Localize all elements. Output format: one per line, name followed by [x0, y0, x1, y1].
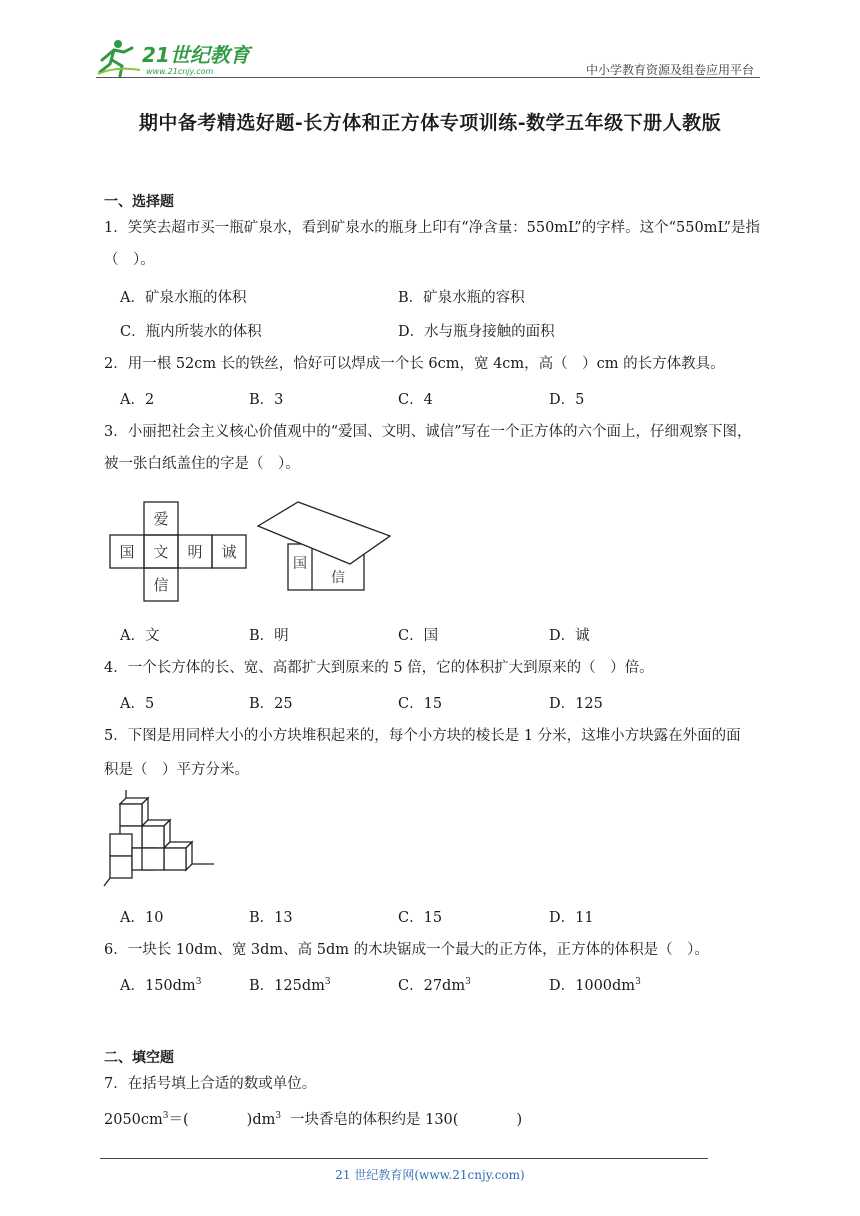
q3-option-a: A．文	[120, 628, 160, 644]
q6-option-c-sup: 3	[465, 977, 471, 987]
question-7: 7．在括号填上合适的数或单位。	[104, 1076, 317, 1092]
q1-option-a: A．矿泉水瓶的体积	[120, 290, 247, 306]
q5-option-b: B．13	[249, 910, 293, 926]
q7-part-a-value: 2050cm	[104, 1112, 163, 1128]
covered-cube	[258, 502, 390, 590]
q5-option-c: C．15	[398, 910, 443, 926]
q3-option-c: C．国	[398, 628, 439, 644]
question-1-line1: 1．笑笑去超市买一瓶矿泉水，看到矿泉水的瓶身上印有“净含量：550mL”的字样。这个“550mL”是指	[104, 220, 761, 236]
q1-option-d: D．水与瓶身接触的面积	[398, 324, 555, 340]
question-7-part-b: 一块香皂的体积约是 130( )	[290, 1112, 523, 1128]
q6-option-b	[249, 974, 331, 995]
question-5-line2: 积是（ ）平方分米。	[104, 762, 249, 778]
footer-divider	[100, 1158, 708, 1159]
footer-text: 21 世纪教育网(www.21cnjy.com)	[335, 1168, 525, 1182]
logo-text: 21世纪教育	[142, 43, 250, 67]
q3-option-d: D．诚	[549, 628, 590, 644]
q2-option-d: D．5	[549, 392, 585, 408]
q6-option-d-sup: 3	[635, 977, 641, 987]
q6-option-c-text: C．27dm	[398, 978, 466, 994]
q5-option-a: A．10	[120, 910, 164, 926]
section-heading-fill: 二、填空题	[104, 1050, 174, 1066]
net-face-top: 爱	[153, 510, 169, 528]
q6-option-a	[120, 974, 201, 995]
net-face-bottom: 信	[153, 576, 169, 594]
q4-option-b: B．25	[249, 696, 293, 712]
q6-option-a-sup: 3	[195, 977, 202, 987]
cube-face-right: 信	[331, 570, 345, 586]
q7-part-a-sup2: 3	[275, 1111, 282, 1121]
q3-option-b: B．明	[249, 628, 289, 644]
stacked-cubes-figure	[102, 790, 220, 890]
q5-option-d: D．11	[549, 910, 594, 926]
q6-option-b-sup: 3	[324, 977, 331, 987]
site-logo	[96, 38, 266, 80]
q6-option-d-text: D．1000dm	[549, 978, 636, 994]
question-4: 4．一个长方体的长、宽、高都扩大到原来的 5 倍，它的体积扩大到原来的（ ）倍。	[104, 660, 654, 676]
q7-part-a-unit: ＝( )dm	[168, 1112, 276, 1128]
logo-url: www.21cnjy.com	[146, 67, 214, 76]
q6-option-b-text: B．125dm	[249, 978, 325, 994]
header-divider	[96, 77, 760, 78]
question-5-line1: 5．下图是用同样大小的小方块堆积起来的，每个小方块的棱长是 1 分米，这堆小方块露在外面的面	[104, 728, 741, 744]
question-1-line2: （ ）。	[104, 252, 155, 268]
cube-face-left: 国	[293, 556, 307, 572]
question-6: 6．一块长 10dm、宽 3dm、高 5dm 的木块锯成一个最大的正方体，正方体的体积是（ ）。	[104, 942, 709, 958]
q4-option-d: D．125	[549, 696, 603, 712]
q2-option-b: B．3	[249, 392, 284, 408]
q4-option-a: A．5	[120, 696, 155, 712]
net-face-left: 国	[119, 543, 135, 561]
net-face-center: 文	[153, 543, 169, 561]
q4-option-c: C．15	[398, 696, 443, 712]
q6-option-d	[549, 974, 641, 995]
page-title: 期中备考精选好题-长方体和正方体专项训练-数学五年级下册人教版	[138, 112, 722, 134]
q6-option-c	[398, 974, 471, 995]
question-3-line1: 3．小丽把社会主义核心价值观中的“爱国、文明、诚信”写在一个正方体的六个面上，仔细观察下图，	[104, 424, 752, 440]
cube-net-figure	[108, 500, 404, 604]
q6-option-a-text: A．150dm	[120, 978, 196, 994]
q2-option-c: C．4	[398, 392, 433, 408]
q2-option-a: A．2	[120, 392, 155, 408]
runner-icon	[98, 40, 140, 76]
question-2: 2．用一根 52cm 长的铁丝，恰好可以焊成一个长 6cm，宽 4cm，高（ ）cm 的长方体教具。	[104, 356, 725, 372]
net-face-right2: 诚	[221, 543, 237, 561]
net-face-right1: 明	[187, 543, 203, 561]
q1-option-b: B．矿泉水瓶的容积	[398, 290, 525, 306]
q7-part-a-sup1: 3	[162, 1111, 169, 1121]
section-heading-choice: 一、选择题	[104, 194, 174, 210]
question-3-line2: 被一张白纸盖住的字是（ ）。	[104, 456, 300, 472]
q1-option-c: C．瓶内所装水的体积	[120, 324, 262, 340]
question-7-part-a	[104, 1110, 281, 1130]
platform-name: 中小学教育资源及组卷应用平台	[585, 63, 754, 77]
